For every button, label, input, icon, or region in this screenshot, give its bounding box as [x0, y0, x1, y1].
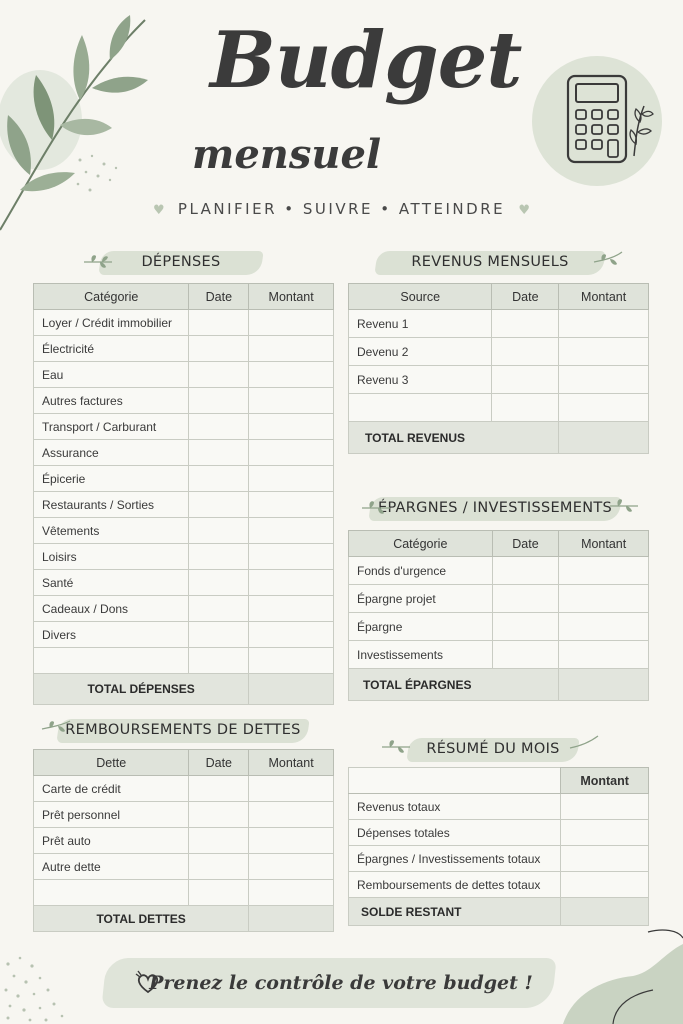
amount-cell[interactable]	[559, 557, 649, 585]
date-cell[interactable]	[189, 388, 249, 414]
table-row	[349, 872, 649, 898]
amount-cell[interactable]	[249, 440, 334, 466]
column-header: Date	[189, 284, 249, 310]
table-row	[34, 466, 334, 492]
date-cell[interactable]	[492, 613, 559, 641]
table-row	[34, 518, 334, 544]
amount-cell[interactable]	[249, 362, 334, 388]
heart-icon: ♥	[152, 203, 165, 218]
column-header: Dette	[34, 750, 189, 776]
amount-cell[interactable]	[249, 544, 334, 570]
row-label: Épargnes / Investissements totaux	[349, 846, 561, 872]
row-label[interactable]	[34, 880, 189, 906]
heart-icon: ♥	[518, 203, 531, 218]
table-row	[34, 648, 334, 674]
total-amount-cell[interactable]	[559, 422, 649, 454]
total-amount-cell[interactable]	[249, 674, 334, 705]
amount-cell[interactable]	[249, 518, 334, 544]
date-cell[interactable]	[189, 310, 249, 336]
table-row	[34, 310, 334, 336]
total-row	[34, 674, 334, 705]
date-cell[interactable]	[492, 366, 559, 394]
column-header: Catégorie	[34, 284, 189, 310]
sprig-icon	[608, 496, 640, 516]
date-cell[interactable]	[189, 336, 249, 362]
section-title-resume: RÉSUMÉ DU MOIS	[408, 736, 578, 762]
sprig-icon	[82, 252, 114, 272]
table-row	[34, 492, 334, 518]
total-row	[349, 422, 649, 454]
table-row	[349, 846, 649, 872]
table-row	[349, 794, 649, 820]
table-row	[34, 440, 334, 466]
total-label: TOTAL ÉPARGNES	[349, 669, 559, 701]
table-row	[34, 414, 334, 440]
row-label: Santé	[34, 570, 189, 596]
total-row	[349, 669, 649, 701]
column-header: Date	[189, 750, 249, 776]
amount-cell[interactable]	[249, 828, 334, 854]
table-row	[34, 776, 334, 802]
amount-cell[interactable]	[559, 613, 649, 641]
amount-cell[interactable]	[249, 622, 334, 648]
amount-cell[interactable]	[561, 846, 649, 872]
total-label: TOTAL REVENUS	[349, 422, 559, 454]
section-title-revenus: REVENUS MENSUELS	[376, 249, 604, 275]
total-row	[349, 898, 649, 926]
footer-banner	[104, 958, 554, 1008]
row-label: Loisirs	[34, 544, 189, 570]
amount-cell[interactable]	[249, 648, 334, 674]
dots-decoration	[70, 150, 130, 200]
total-label: SOLDE RESTANT	[349, 898, 561, 926]
epargnes-table	[348, 530, 649, 701]
row-label: Revenu 3	[349, 366, 492, 394]
amount-cell[interactable]	[561, 794, 649, 820]
calculator-icon	[532, 56, 662, 186]
sprig-icon	[40, 717, 72, 737]
date-cell[interactable]	[492, 310, 559, 338]
tagline-row	[0, 200, 683, 218]
blank-header	[349, 768, 561, 794]
column-header: Source	[349, 284, 492, 310]
column-header: Montant	[559, 284, 649, 310]
amount-cell[interactable]	[559, 366, 649, 394]
amount-cell[interactable]	[249, 466, 334, 492]
amount-cell[interactable]	[559, 310, 649, 338]
amount-cell[interactable]	[249, 596, 334, 622]
column-header: Date	[492, 531, 559, 557]
amount-cell[interactable]	[249, 880, 334, 906]
row-label: Autres factures	[34, 388, 189, 414]
amount-cell[interactable]	[559, 394, 649, 422]
amount-cell[interactable]	[561, 820, 649, 846]
amount-cell[interactable]	[559, 585, 649, 613]
column-header: Montant	[249, 750, 334, 776]
table-row	[349, 641, 649, 669]
table-row	[34, 570, 334, 596]
row-label: Devenu 2	[349, 338, 492, 366]
date-cell[interactable]	[189, 596, 249, 622]
date-cell[interactable]	[492, 338, 559, 366]
row-label: Dépenses totales	[349, 820, 561, 846]
row-label: Revenu 1	[349, 310, 492, 338]
column-header: Montant	[559, 531, 649, 557]
row-label: Carte de crédit	[34, 776, 189, 802]
table-row	[34, 828, 334, 854]
row-label: Transport / Carburant	[34, 414, 189, 440]
amount-cell[interactable]	[249, 310, 334, 336]
row-label: Vêtements	[34, 518, 189, 544]
row-label: Assurance	[34, 440, 189, 466]
amount-cell[interactable]	[561, 872, 649, 898]
table-row	[34, 596, 334, 622]
table-row	[34, 388, 334, 414]
date-cell[interactable]	[189, 414, 249, 440]
resume-table	[348, 767, 649, 926]
total-amount-cell[interactable]	[559, 669, 649, 701]
row-label[interactable]	[34, 648, 189, 674]
blob-decoration	[553, 924, 683, 1024]
column-header: Montant	[561, 768, 649, 794]
total-amount-cell[interactable]	[249, 906, 334, 932]
row-label: Divers	[34, 622, 189, 648]
calculator-badge	[532, 56, 662, 186]
date-cell[interactable]	[189, 648, 249, 674]
table-row	[349, 820, 649, 846]
sprig-icon	[360, 498, 392, 518]
row-label: Investissements	[349, 641, 493, 669]
row-label: Prêt personnel	[34, 802, 189, 828]
date-cell[interactable]	[189, 880, 249, 906]
date-cell[interactable]	[189, 362, 249, 388]
amount-cell[interactable]	[249, 414, 334, 440]
date-cell[interactable]	[189, 828, 249, 854]
amount-cell[interactable]	[559, 641, 649, 669]
row-label: Restaurants / Sorties	[34, 492, 189, 518]
row-label: Loyer / Crédit immobilier	[34, 310, 189, 336]
row-label[interactable]	[349, 394, 492, 422]
page-title: Budget	[210, 15, 522, 106]
amount-cell[interactable]	[249, 336, 334, 362]
amount-cell[interactable]	[249, 492, 334, 518]
amount-cell[interactable]	[249, 570, 334, 596]
table-row	[34, 622, 334, 648]
amount-cell[interactable]	[249, 802, 334, 828]
table-row	[34, 802, 334, 828]
table-row	[349, 557, 649, 585]
section-title-dettes: REMBOURSEMENTS DE DETTES	[58, 717, 308, 743]
dettes-table	[33, 749, 334, 932]
date-cell[interactable]	[189, 776, 249, 802]
date-cell[interactable]	[189, 802, 249, 828]
amount-cell[interactable]	[249, 388, 334, 414]
row-label: Cadeaux / Dons	[34, 596, 189, 622]
row-label: Électricité	[34, 336, 189, 362]
sprig-icon	[592, 250, 624, 270]
column-header: Catégorie	[349, 531, 493, 557]
table-row	[34, 544, 334, 570]
row-label: Revenus totaux	[349, 794, 561, 820]
date-cell[interactable]	[492, 394, 559, 422]
date-cell[interactable]	[492, 641, 559, 669]
tagline: PLANIFIER • SUIVRE • ATTEINDRE	[177, 200, 506, 218]
date-cell[interactable]	[189, 854, 249, 880]
row-label: Eau	[34, 362, 189, 388]
date-cell[interactable]	[189, 466, 249, 492]
row-label: Autre dette	[34, 854, 189, 880]
table-row	[349, 394, 649, 422]
total-label: TOTAL DETTES	[34, 906, 249, 932]
row-label: Épargne projet	[349, 585, 493, 613]
total-amount-cell[interactable]	[561, 898, 649, 926]
dots-decoration	[0, 944, 90, 1024]
amount-cell[interactable]	[559, 338, 649, 366]
table-row	[349, 613, 649, 641]
sprig-icon	[380, 737, 412, 757]
table-row	[34, 854, 334, 880]
table-row	[349, 310, 649, 338]
date-cell[interactable]	[189, 544, 249, 570]
table-row	[34, 336, 334, 362]
total-label: TOTAL DÉPENSES	[34, 674, 249, 705]
footer-text: Prenez le contrôle de votre budget !	[149, 972, 533, 994]
row-label: Fonds d'urgence	[349, 557, 493, 585]
date-cell[interactable]	[189, 492, 249, 518]
table-row	[349, 338, 649, 366]
section-title-depenses: DÉPENSES	[100, 249, 262, 275]
amount-cell[interactable]	[249, 854, 334, 880]
page-subtitle: mensuel	[192, 131, 382, 178]
date-cell[interactable]	[189, 622, 249, 648]
date-cell[interactable]	[189, 570, 249, 596]
table-row	[34, 880, 334, 906]
date-cell[interactable]	[492, 585, 559, 613]
table-row	[34, 362, 334, 388]
date-cell[interactable]	[189, 518, 249, 544]
sprig-icon	[568, 734, 600, 754]
row-label: Épicerie	[34, 466, 189, 492]
column-header: Date	[492, 284, 559, 310]
row-label: Prêt auto	[34, 828, 189, 854]
amount-cell[interactable]	[249, 776, 334, 802]
date-cell[interactable]	[189, 440, 249, 466]
date-cell[interactable]	[492, 557, 559, 585]
row-label: Épargne	[349, 613, 493, 641]
revenus-table	[348, 283, 649, 454]
row-label: Remboursements de dettes totaux	[349, 872, 561, 898]
table-row	[349, 366, 649, 394]
total-row	[34, 906, 334, 932]
depenses-table	[33, 283, 334, 705]
column-header: Montant	[249, 284, 334, 310]
section-title-epargnes: ÉPARGNES / INVESTISSEMENTS	[370, 495, 620, 521]
table-row	[349, 585, 649, 613]
